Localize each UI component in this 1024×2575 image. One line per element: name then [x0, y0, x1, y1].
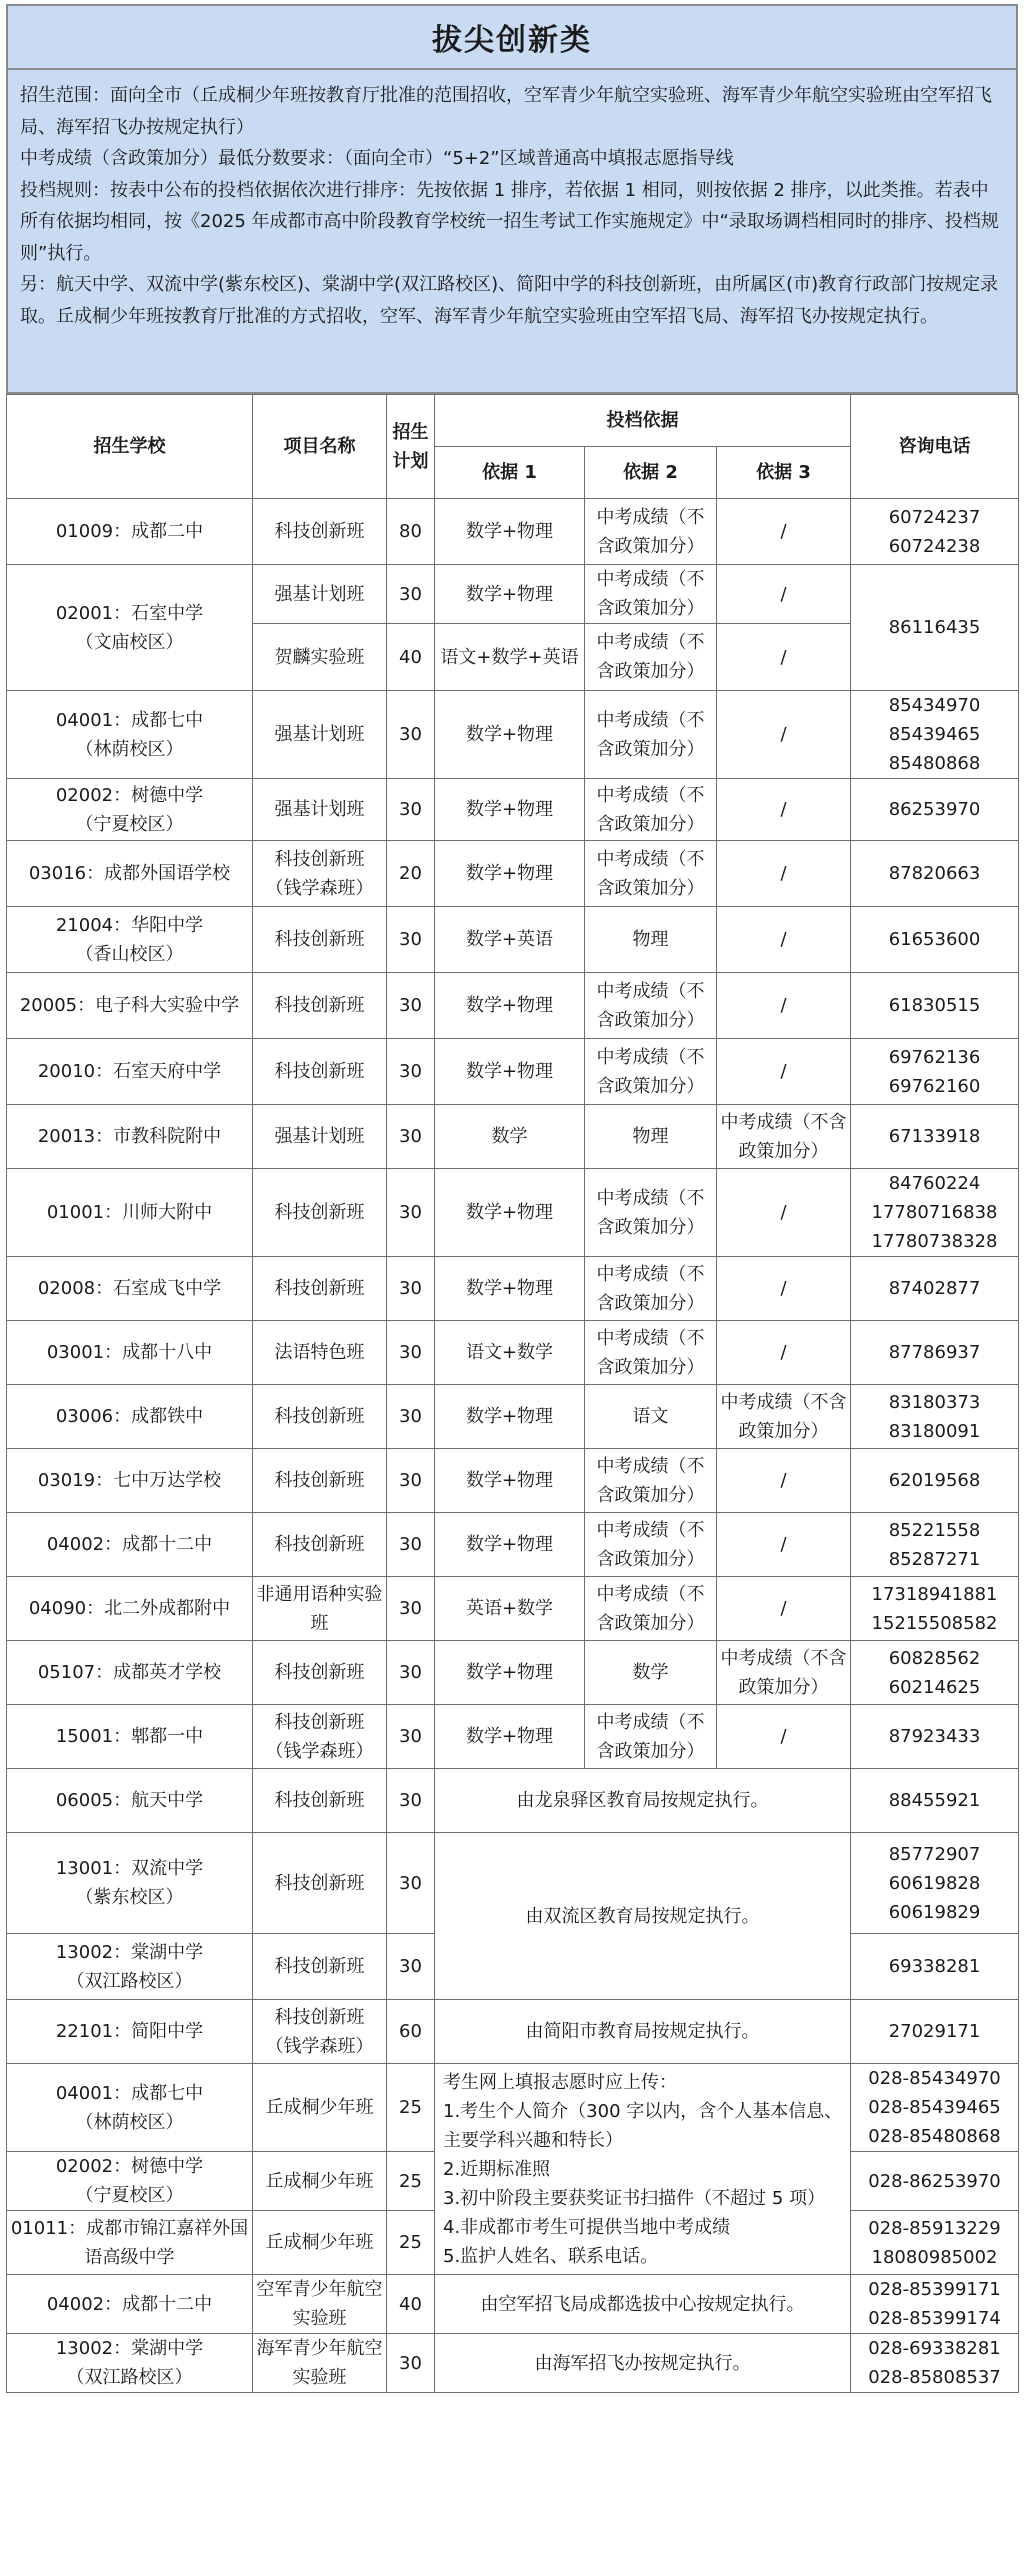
table-row	[7, 973, 1019, 1039]
cell-basis-1: 数学+物理	[435, 691, 585, 779]
cell-project: 强基计划班	[253, 1105, 387, 1169]
cell-school: 02002：树德中学 （宁夏校区）	[7, 2152, 253, 2211]
cell-school: 13002：棠湖中学 （双江路校区）	[7, 2334, 253, 2393]
cell-merged-basis: 由双流区教育局按规定执行。	[435, 1833, 851, 2000]
table-row	[7, 1105, 1019, 1169]
cell-basis-2: 中考成绩（不含政策加分）	[585, 1513, 717, 1577]
cell-phone: 27029171	[851, 2000, 1019, 2064]
cell-school: 20010：石室天府中学	[7, 1039, 253, 1105]
cell-plan: 30	[387, 1449, 435, 1513]
cell-project: 丘成桐少年班	[253, 2064, 387, 2152]
cell-basis-3: /	[717, 1705, 851, 1769]
cell-plan: 30	[387, 907, 435, 973]
cell-project: 科技创新班	[253, 1641, 387, 1705]
cell-basis-3: /	[717, 1577, 851, 1641]
cell-basis-2: 物理	[585, 907, 717, 973]
cell-project: 科技创新班	[253, 1934, 387, 2000]
cell-plan: 30	[387, 1513, 435, 1577]
cell-project: 贺麟实验班	[253, 624, 387, 691]
cell-basis-1: 语文+数学+英语	[435, 624, 585, 691]
cell-phone: 67133918	[851, 1105, 1019, 1169]
cell-basis-3: /	[717, 1321, 851, 1385]
cell-plan: 60	[387, 2000, 435, 2064]
cell-basis-2: 中考成绩（不含政策加分）	[585, 841, 717, 907]
cell-project: 空军青少年航空实验班	[253, 2275, 387, 2334]
cell-basis-1: 语文+数学	[435, 1321, 585, 1385]
cell-plan: 30	[387, 1934, 435, 2000]
cell-phone: 60828562 60214625	[851, 1641, 1019, 1705]
cell-basis-2: 中考成绩（不含政策加分）	[585, 779, 717, 841]
table-row	[7, 779, 1019, 841]
cell-project: 强基计划班	[253, 691, 387, 779]
cell-phone: 028-85913229 18080985002	[851, 2211, 1019, 2275]
cell-basis-1: 数学+物理	[435, 565, 585, 624]
cell-project: 丘成桐少年班	[253, 2152, 387, 2211]
cell-plan: 30	[387, 1577, 435, 1641]
cell-school: 03006：成都铁中	[7, 1385, 253, 1449]
cell-project: 强基计划班	[253, 779, 387, 841]
cell-project: 科技创新班	[253, 499, 387, 565]
cell-school: 04002：成都十二中	[7, 1513, 253, 1577]
cell-basis-2: 中考成绩（不含政策加分）	[585, 624, 717, 691]
cell-project: 科技创新班	[253, 1169, 387, 1257]
cell-basis-1: 英语+数学	[435, 1577, 585, 1641]
intro-min-score: 中考成绩（含政策加分）最低分数要求：（面向全市）“5+2”区域普通高中填报志愿指导线	[20, 148, 734, 169]
cell-basis-1: 数学+物理	[435, 1039, 585, 1105]
table-row	[7, 841, 1019, 907]
cell-basis-2: 物理	[585, 1105, 717, 1169]
cell-basis-2: 中考成绩（不含政策加分）	[585, 973, 717, 1039]
cell-project: 法语特色班	[253, 1321, 387, 1385]
cell-plan: 30	[387, 1833, 435, 1934]
cell-phone: 17318941881 15215508582	[851, 1577, 1019, 1641]
cell-basis-3: /	[717, 1449, 851, 1513]
cell-school: 15001：郫都一中	[7, 1705, 253, 1769]
cell-basis-1: 数学+物理	[435, 973, 585, 1039]
cell-phone: 62019568	[851, 1449, 1019, 1513]
cell-basis-1: 数学+物理	[435, 841, 585, 907]
table-row	[7, 1385, 1019, 1449]
cell-phone: 69762136 69762160	[851, 1039, 1019, 1105]
cell-project: 科技创新班 （钱学森班）	[253, 2000, 387, 2064]
header-plan: 招生计划	[387, 395, 435, 499]
cell-phone: 87820663	[851, 841, 1019, 907]
cell-phone: 028-86253970	[851, 2152, 1019, 2211]
cell-school: 04001：成都七中 （林荫校区）	[7, 2064, 253, 2152]
cell-phone: 85221558 85287271	[851, 1513, 1019, 1577]
cell-basis-3: /	[717, 565, 851, 624]
intro-scope: 招生范围：面向全市（丘成桐少年班按教育厅批准的范围招收，空军青少年航空实验班、海军青少年航空实验班由空军招飞局、海军招飞办按规定执行）	[20, 85, 992, 138]
table-row	[7, 1641, 1019, 1705]
cell-school: 02001：石室中学 （文庙校区）	[7, 565, 253, 691]
cell-school: 03016：成都外国语学校	[7, 841, 253, 907]
cell-basis-2: 中考成绩（不含政策加分）	[585, 1321, 717, 1385]
cell-basis-3: /	[717, 624, 851, 691]
cell-basis-3: /	[717, 841, 851, 907]
cell-basis-2: 中考成绩（不含政策加分）	[585, 1257, 717, 1321]
cell-school: 02002：树德中学 （宁夏校区）	[7, 779, 253, 841]
intro-box	[6, 70, 1018, 394]
cell-project: 科技创新班	[253, 1769, 387, 1833]
cell-plan: 25	[387, 2064, 435, 2152]
cell-project: 科技创新班	[253, 1833, 387, 1934]
cell-phone: 83180373 83180091	[851, 1385, 1019, 1449]
cell-plan: 80	[387, 499, 435, 565]
cell-merged-basis: 由空军招飞局成都选拔中心按规定执行。	[435, 2275, 851, 2334]
cell-plan: 30	[387, 1039, 435, 1105]
cell-project: 强基计划班	[253, 565, 387, 624]
cell-basis-3: /	[717, 1169, 851, 1257]
cell-plan: 30	[387, 1641, 435, 1705]
header-row-1	[7, 395, 1019, 447]
cell-basis-1: 数学	[435, 1105, 585, 1169]
cell-project: 科技创新班 （钱学森班）	[253, 1705, 387, 1769]
cell-plan: 30	[387, 1169, 435, 1257]
cell-plan: 30	[387, 1705, 435, 1769]
cell-basis-1: 数学+物理	[435, 1641, 585, 1705]
intro-note: 另：航天中学、双流中学(紫东校区)、棠湖中学(双江路校区)、简阳中学的科技创新班，由所属区(市)教育行政部门按规定录取。丘成桐少年班按教育厅批准的方式招收，空军、海军青少年航空实验班由空军招飞局、海军招飞办按规定执行。	[20, 274, 999, 327]
table-row	[7, 691, 1019, 779]
cell-project: 海军青少年航空实验班	[253, 2334, 387, 2393]
cell-plan: 30	[387, 691, 435, 779]
header-basis-2: 依据 2	[585, 447, 717, 499]
header-basis-3: 依据 3	[717, 447, 851, 499]
table-row	[7, 1039, 1019, 1105]
cell-school: 04002：成都十二中	[7, 2275, 253, 2334]
cell-school: 04001：成都七中 （林荫校区）	[7, 691, 253, 779]
cell-basis-3: 中考成绩（不含政策加分）	[717, 1641, 851, 1705]
table-row	[7, 1257, 1019, 1321]
cell-merged-basis: 由海军招飞办按规定执行。	[435, 2334, 851, 2393]
cell-basis-3: 中考成绩（不含政策加分）	[717, 1385, 851, 1449]
cell-project: 丘成桐少年班	[253, 2211, 387, 2275]
cell-plan: 40	[387, 624, 435, 691]
intro-rules: 投档规则：按表中公布的投档依据依次进行排序：先按依据 1 排序，若依据 1 相同，则按依据 2 排序，以此类推。若表中所有依据均相同，按《2025 年成都市高中阶段教育学校统一招生考试工作实施规定》中“录取场调档相同时的排序、投档规则”执行。	[20, 179, 999, 264]
cell-basis-1: 数学+物理	[435, 1385, 585, 1449]
cell-basis-3: /	[717, 1039, 851, 1105]
cell-school: 01001：川师大附中	[7, 1169, 253, 1257]
cell-school: 03019：七中万达学校	[7, 1449, 253, 1513]
cell-project: 科技创新班	[253, 1449, 387, 1513]
cell-plan: 30	[387, 1385, 435, 1449]
table-row	[7, 1513, 1019, 1577]
cell-basis-2: 数学	[585, 1641, 717, 1705]
header-basis: 投档依据	[435, 395, 851, 447]
cell-phone: 028-85434970 028-85439465 028-85480868	[851, 2064, 1019, 2152]
cell-basis-2: 中考成绩（不含政策加分）	[585, 1705, 717, 1769]
cell-plan: 30	[387, 973, 435, 1039]
cell-school: 20013：市教科院附中	[7, 1105, 253, 1169]
header-project: 项目名称	[253, 395, 387, 499]
cell-phone: 028-69338281 028-85808537	[851, 2334, 1019, 2393]
cell-project: 科技创新班	[253, 1257, 387, 1321]
cell-phone: 85434970 85439465 85480868	[851, 691, 1019, 779]
cell-phone: 61653600	[851, 907, 1019, 973]
table-row	[7, 1769, 1019, 1833]
table-row	[7, 1169, 1019, 1257]
table-row	[7, 499, 1019, 565]
document	[6, 4, 1018, 2393]
cell-school: 13002：棠湖中学 （双江路校区）	[7, 1934, 253, 2000]
cell-phone: 85772907 60619828 60619829	[851, 1833, 1019, 1934]
cell-phone: 69338281	[851, 1934, 1019, 2000]
cell-school: 04090：北二外成都附中	[7, 1577, 253, 1641]
cell-basis-3: /	[717, 1513, 851, 1577]
cell-basis-3: /	[717, 907, 851, 973]
cell-phone: 87786937	[851, 1321, 1019, 1385]
cell-basis-3: /	[717, 973, 851, 1039]
cell-project: 科技创新班 （钱学森班）	[253, 841, 387, 907]
cell-basis-2: 中考成绩（不含政策加分）	[585, 1449, 717, 1513]
cell-school: 21004：华阳中学 （香山校区）	[7, 907, 253, 973]
cell-school: 01009：成都二中	[7, 499, 253, 565]
cell-plan: 20	[387, 841, 435, 907]
cell-phone: 88455921	[851, 1769, 1019, 1833]
cell-merged-basis: 考生网上填报志愿时应上传： 1.考生个人简介（300 字以内，含个人基本信息、主要学科兴趣和特长） 2.近期标准照 3.初中阶段主要获奖证书扫描件（不超过 5 项） 4.非成都市考生可提供当地中考成绩 5.监护人姓名、联系电话。	[435, 2064, 851, 2275]
cell-basis-1: 数学+物理	[435, 1705, 585, 1769]
cell-basis-2: 中考成绩（不含政策加分）	[585, 1577, 717, 1641]
table-row	[7, 2000, 1019, 2064]
cell-merged-basis: 由龙泉驿区教育局按规定执行。	[435, 1769, 851, 1833]
cell-basis-2: 中考成绩（不含政策加分）	[585, 1169, 717, 1257]
table-row	[7, 2334, 1019, 2393]
cell-basis-1: 数学+物理	[435, 1257, 585, 1321]
cell-basis-2: 中考成绩（不含政策加分）	[585, 1039, 717, 1105]
cell-school: 22101：简阳中学	[7, 2000, 253, 2064]
cell-school: 02008：石室成飞中学	[7, 1257, 253, 1321]
cell-basis-3: /	[717, 1257, 851, 1321]
cell-basis-1: 数学+物理	[435, 1449, 585, 1513]
cell-basis-3: 中考成绩（不含政策加分）	[717, 1105, 851, 1169]
cell-basis-2: 中考成绩（不含政策加分）	[585, 565, 717, 624]
cell-school: 06005：航天中学	[7, 1769, 253, 1833]
page-title: 拔尖创新类	[6, 4, 1018, 70]
cell-project: 科技创新班	[253, 1513, 387, 1577]
header-school: 招生学校	[7, 395, 253, 499]
admission-table	[6, 394, 1019, 2393]
header-basis-1: 依据 1	[435, 447, 585, 499]
cell-basis-2: 语文	[585, 1385, 717, 1449]
cell-school: 13001：双流中学 （紫东校区）	[7, 1833, 253, 1934]
cell-phone: 61830515	[851, 973, 1019, 1039]
table-row	[7, 907, 1019, 973]
cell-project: 科技创新班	[253, 1039, 387, 1105]
cell-phone: 87402877	[851, 1257, 1019, 1321]
cell-plan: 30	[387, 565, 435, 624]
cell-plan: 25	[387, 2152, 435, 2211]
cell-phone: 60724237 60724238	[851, 499, 1019, 565]
cell-plan: 30	[387, 1257, 435, 1321]
table-row	[7, 2064, 1019, 2152]
table-row	[7, 1705, 1019, 1769]
cell-school: 01011：成都市锦江嘉祥外国语高级中学	[7, 2211, 253, 2275]
cell-plan: 40	[387, 2275, 435, 2334]
cell-merged-basis: 由简阳市教育局按规定执行。	[435, 2000, 851, 2064]
cell-project: 科技创新班	[253, 973, 387, 1039]
cell-phone: 028-85399171 028-85399174	[851, 2275, 1019, 2334]
table-row	[7, 565, 1019, 624]
cell-basis-3: /	[717, 691, 851, 779]
cell-plan: 25	[387, 2211, 435, 2275]
cell-basis-3: /	[717, 779, 851, 841]
cell-basis-2: 中考成绩（不含政策加分）	[585, 691, 717, 779]
cell-plan: 30	[387, 1321, 435, 1385]
cell-project: 非通用语种实验班	[253, 1577, 387, 1641]
table-row	[7, 1321, 1019, 1385]
cell-school: 03001：成都十八中	[7, 1321, 253, 1385]
cell-basis-1: 数学+物理	[435, 1169, 585, 1257]
cell-basis-2: 中考成绩（不含政策加分）	[585, 499, 717, 565]
cell-basis-1: 数学+英语	[435, 907, 585, 973]
cell-plan: 30	[387, 1769, 435, 1833]
cell-basis-3: /	[717, 499, 851, 565]
cell-plan: 30	[387, 2334, 435, 2393]
cell-basis-1: 数学+物理	[435, 1513, 585, 1577]
table-row	[7, 2275, 1019, 2334]
cell-phone: 87923433	[851, 1705, 1019, 1769]
table-row	[7, 1833, 1019, 1934]
header-phone: 咨询电话	[851, 395, 1019, 499]
cell-basis-1: 数学+物理	[435, 499, 585, 565]
cell-plan: 30	[387, 1105, 435, 1169]
cell-project: 科技创新班	[253, 1385, 387, 1449]
cell-basis-1: 数学+物理	[435, 779, 585, 841]
cell-project: 科技创新班	[253, 907, 387, 973]
cell-school: 20005：电子科大实验中学	[7, 973, 253, 1039]
cell-phone: 86253970	[851, 779, 1019, 841]
cell-plan: 30	[387, 779, 435, 841]
cell-school: 05107：成都英才学校	[7, 1641, 253, 1705]
table-row	[7, 1449, 1019, 1513]
table-row	[7, 1577, 1019, 1641]
cell-phone: 86116435	[851, 565, 1019, 691]
cell-phone: 84760224 17780716838 17780738328	[851, 1169, 1019, 1257]
